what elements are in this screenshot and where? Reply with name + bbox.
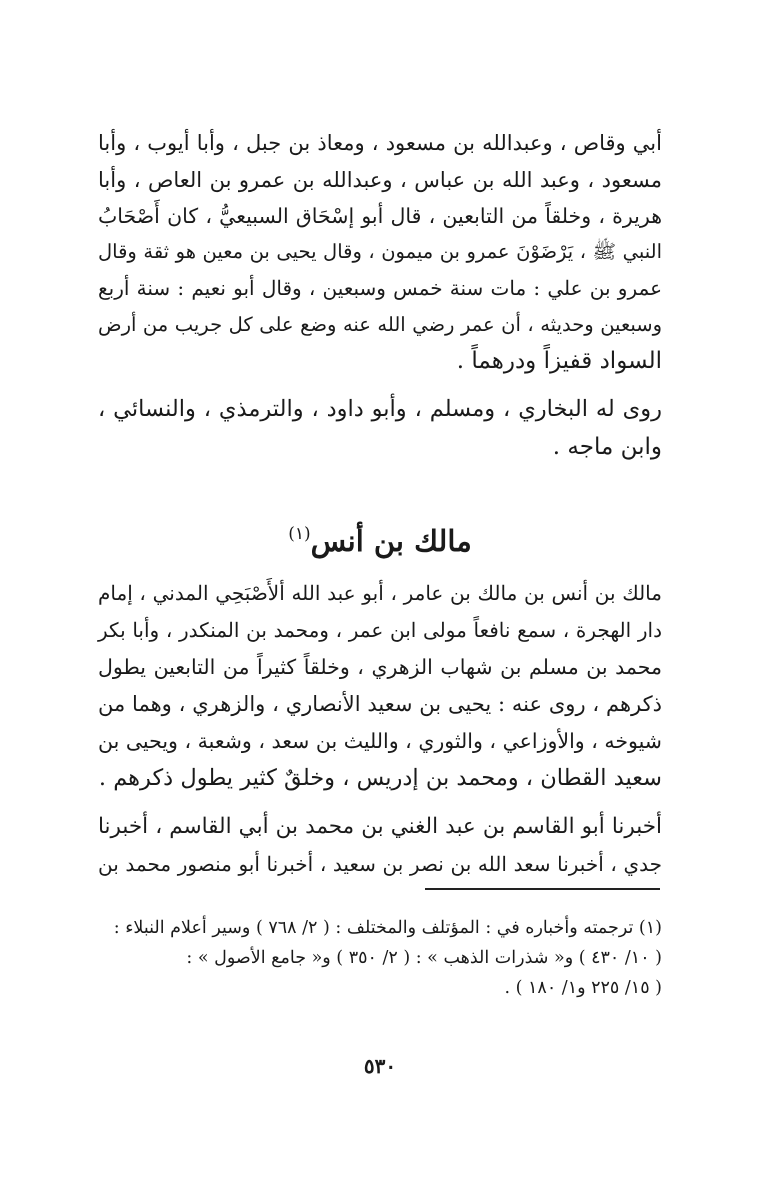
text-line: النبي ﷺ ، يَرْضَوْنَ عمرو بن ميمون ، وقال يحيى بن معين هو ثقة وقال <box>98 240 662 263</box>
footnote-line: ( ١٠/ ٤٣٠ ) و« شذرات الذهب » : ( ٢/ ٣٥٠ ) و« جامع الأصول » : <box>186 948 662 968</box>
text-line: وسبعين وحديثه ، أن عمر رضي الله عنه وضع على كل جريب من أرض <box>98 313 662 336</box>
text-line: السواد قفيزاً ودرهماً . <box>456 348 662 374</box>
text-line: أخبرنا أبو القاسم بن عبد الغني بن محمد بن أبي القاسم ، أخبرنا <box>98 814 662 839</box>
footnote-marker: (١) <box>288 524 311 544</box>
text-line: سعيد القطان ، ومحمد بن إدريس ، وخلقٌ كثير يطول ذكرهم . <box>98 765 662 791</box>
text-line: مسعود ، وعبد الله بن عباس ، وعبدالله بن عمرو بن العاص ، وأبا <box>98 168 662 192</box>
text-line: هريرة ، وخلقاً من التابعين ، قال أبو إسْحَاق السبيعيُّ ، كان أَصْحَابُ <box>98 204 662 228</box>
footnote-line: (١) ترجمته وأخباره في : المؤتلف والمختلف : ( ٢/ ٧٦٨ ) وسير أعلام النبلاء : <box>113 918 662 938</box>
section-title: مالك بن أنس <box>310 524 472 558</box>
text-line: أبي وقاص ، وعبدالله بن مسعود ، ومعاذ بن جبل ، وأبا أيوب ، وأبا <box>98 131 662 155</box>
text-line: عمرو بن علي : مات سنة خمس وسبعين ، وقال أبو نعيم : سنة أربع <box>98 276 662 300</box>
text-line: شيوخه ، والأوزاعي ، والثوري ، والليث بن سعد ، وشعبة ، ويحيى بن <box>98 729 662 753</box>
footnote-line: ( ١٥/ ٢٢٥ و١/ ١٨٠ ) . <box>504 978 662 998</box>
text-line: دار الهجرة ، سمع نافعاً مولى ابن عمر ، ومحمد بن المنكدر ، وأبا بكر <box>98 618 662 642</box>
text-line: محمد بن مسلم بن شهاب الزهري ، وخلقاً كثيراً من التابعين يطول <box>98 655 662 679</box>
footnote-divider <box>425 888 660 890</box>
text-line: ذكرهم ، روى عنه : يحيى بن سعيد الأنصاري ، والزهري ، وهما من <box>98 692 662 716</box>
text-line: روى له البخاري ، ومسلم ، وأبو داود ، والترمذي ، والنسائي ، <box>98 396 662 422</box>
text-line: جدي ، أخبرنا سعد الله بن نصر بن سعيد ، أخبرنا أبو منصور محمد بن <box>98 852 662 876</box>
page-number: ٥٣٠ <box>363 1054 397 1078</box>
text-line: وابن ماجه . <box>552 434 662 460</box>
section-heading <box>98 512 662 563</box>
text-line: مالك بن أنس بن مالك بن عامر ، أبو عبد الله ألأَصْبَحِي المدني ، إمام <box>98 581 662 605</box>
